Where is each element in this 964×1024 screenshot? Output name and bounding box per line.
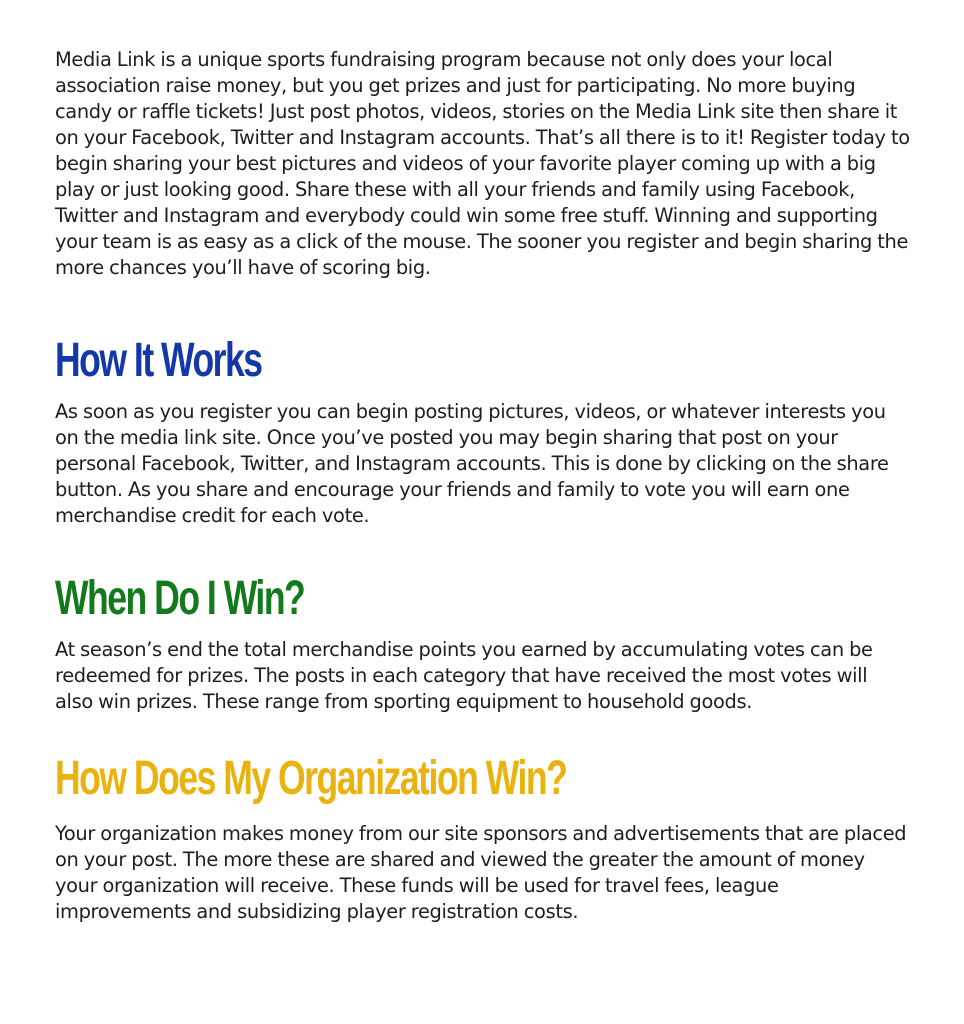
main-content [55,47,910,925]
organization-win-heading: How Does My Organization Win? [55,752,567,805]
how-it-works-paragraph: As soon as you register you can begin posting pictures, videos, or whatever interests you on the media link site. Once you’ve posted you may begin sharing that post on your personal Facebook, Twitter, and Instagram accounts. This is done by clicking on the share button. As you share and encourage your friends and family to vote you will earn one merchandise credit for each vote. [55,400,889,527]
how-it-works-heading: How It Works [55,334,262,387]
organization-win-paragraph: Your organization makes money from our site sponsors and advertisements that are placed on your post. The more these are shared and viewed the greater the amount of money your organization will receive. These funds will be used for travel fees, league improvements and subsidizing player registration costs. [55,822,907,923]
when-do-i-win-heading: When Do I Win? [55,572,305,625]
when-do-i-win-paragraph: At season’s end the total merchandise points you earned by accumulating votes can be redeemed for prizes. The posts in each category that have received the most votes will also win prizes. These range from sporting equipment to household goods. [55,638,873,713]
intro-paragraph: Media Link is a unique sports fundraising program because not only does your local association raise money, but you get prizes and just for participating. No more buying candy or raffle tickets! Just post photos, videos, stories on the Media Link site then share it on your Facebook, Twitter and Instagram accounts. That’s all there is to it! Register today to begin sharing your best pictures and videos of your favorite player coming up with a big play or just looking good. Share these with all your friends and family using Facebook, Twitter and Instagram and everybody could win some free stuff. Winning and supporting your team is as easy as a click of the mouse. The sooner you register and begin sharing the more chances you’ll have of scoring big. [55,48,910,279]
